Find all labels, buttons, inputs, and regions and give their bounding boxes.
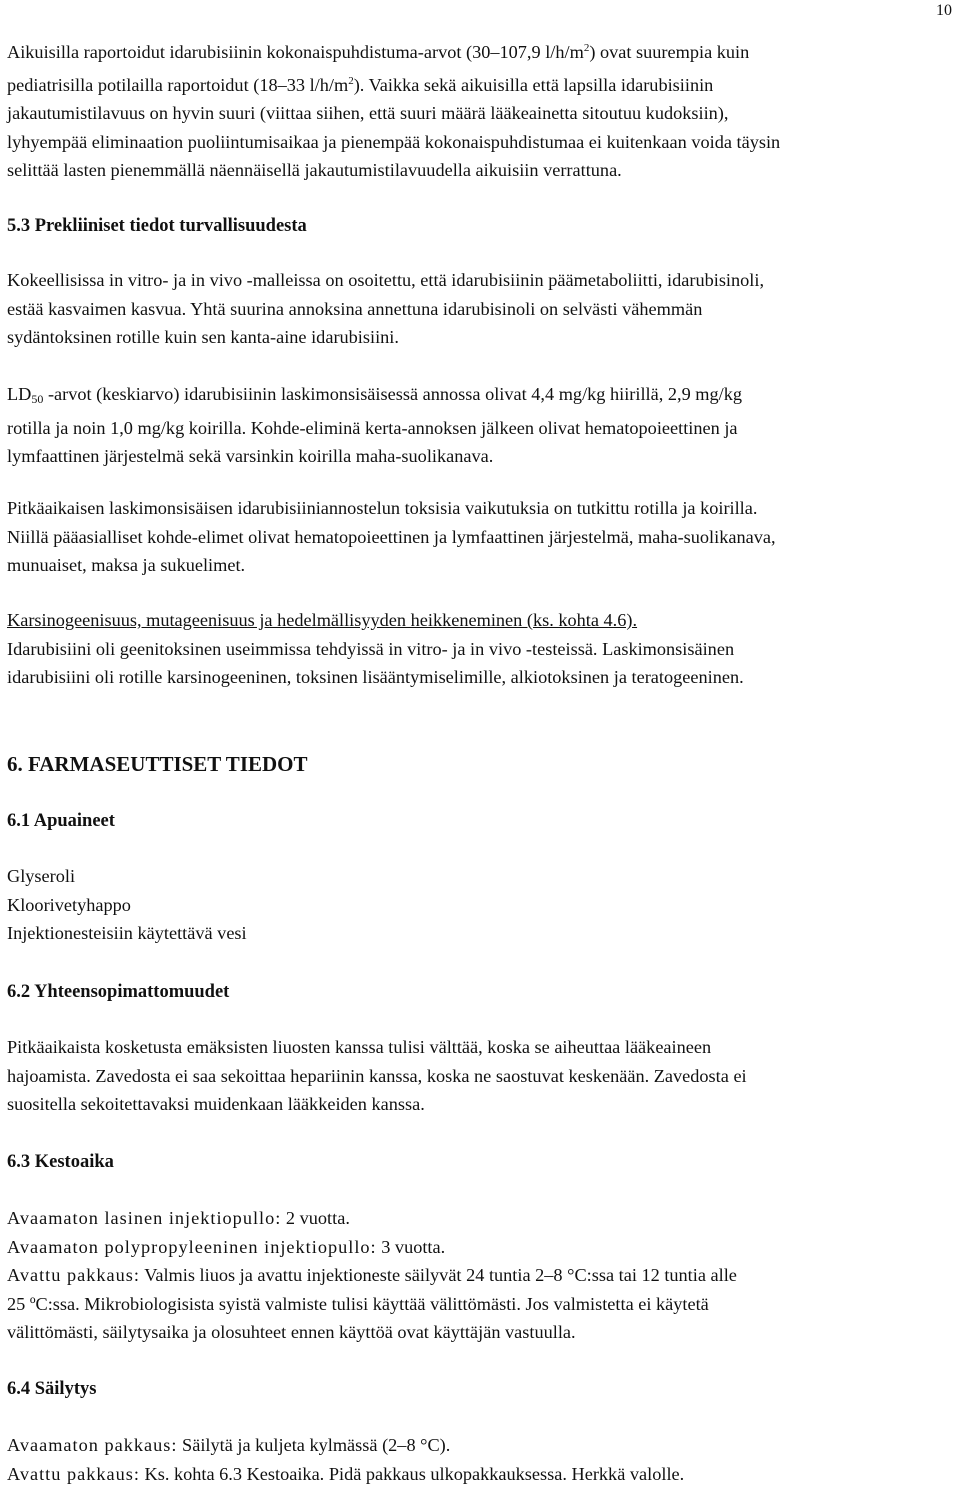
text-line: jakautumistilavuus on hyvin suuri (viittaa siihen, että suuri määrä lääkeainetta sitoutuu kudoksiin),	[7, 103, 729, 124]
text-line: hajoamista. Zavedosta ei saa sekoittaa hepariinin kanssa, koska ne saostuvat keskenään. Zavedosta ei	[7, 1065, 747, 1086]
incompatibilities-paragraph	[7, 1033, 953, 1119]
text-line: $LD_{50}$ -arvot (keskiarvo) idarubisiinin laskimonsisäisessä annossa olivat 4,4 mg/kg hiirillä, 2,9 mg/kg	[7, 384, 743, 406]
list-item: Glyseroli	[7, 866, 76, 886]
text-line: Avaamaton lasinen injektiopullo: 2 vuotta.	[7, 1208, 350, 1228]
text-line: pediatrisilla potilailla raportoidut (18–33 $l/h/m^2$). Vaikka sekä aikuisilla että lapsilla idarubisiinin	[7, 74, 714, 95]
text-line: Avattu pakkaus: Ks. kohta 6.3 Kestoaika. Pidä pakkaus ulkopakkauksessa. Herkkä valolle.	[7, 1463, 685, 1484]
long-term-toxicity-paragraph	[7, 494, 953, 580]
text-line: Kokeellisissa in vitro- ja in vivo -malleissa on osoitettu, että idarubisiinin päämetaboliitti, idarubisinoli,	[7, 270, 765, 290]
text-line: 25 ºC:ssa. Mikrobiologisista syistä valmiste tulisi käyttää välittömästi. Jos valmistetta ei käytetä	[7, 1293, 709, 1314]
text-line: idarubisiini oli rotille karsinogeeninen, toksinen lisääntymiselimille, alkiotoksinen ja teratogeeninen.	[7, 667, 744, 688]
text-line: estää kasvaimen kasvua. Yhtä suurina annoksina annettuna idarubisinoli on selvästi vähemmän	[7, 298, 703, 319]
text-line: lyhyempää eliminaation puoliintumisaikaa ja pienempää kokonaispuhdistumaa ei kuitenkaan voida täysin	[7, 131, 781, 152]
section-6-heading: 6. FARMASEUTTISET TIEDOT	[7, 752, 308, 776]
section-6-2-heading: 6.2 Yhteensopimattomuudet	[7, 982, 230, 1002]
storage-paragraph	[7, 1431, 953, 1488]
text-line: suositella sekoitettavaksi muidenkaan lääkkeiden kanssa.	[7, 1094, 425, 1115]
carcinogenicity-subtitle: Karsinogeenisuus, mutageenisuus ja hedelmällisyyden heikkeneminen (ks. kohta 4.6).	[7, 610, 638, 630]
text-line: Niillä pääasialliset kohde-elimet olivat hematopoieettinen ja lymfaattinen järjestelmä, maha-suolikanava,	[7, 526, 776, 547]
text-line: Pitkäaikaista kosketusta emäksisten liuosten kanssa tulisi välttää, koska se aiheuttaa lääkeaineen	[7, 1037, 712, 1057]
section-6-3-heading: 6.3 Kestoaika	[7, 1152, 114, 1172]
text-line: Avaamaton pakkaus: Säilytä ja kuljeta kylmässä (2–8 °C).	[7, 1435, 451, 1455]
text-line: Avaamaton polypropyleeninen injektiopullo: 3 vuotta.	[7, 1236, 446, 1257]
text-line: välittömästi, säilytysaika ja olosuhteet ennen käyttöä ovat käyttäjän vastuulla.	[7, 1322, 576, 1343]
text-line: Idarubisiini oli geenitoksinen useimmissa tehdyissä in vitro- ja in vivo -testeissä. Laskimonsisäinen	[7, 638, 735, 659]
list-item: Injektionesteisiin käytettävä vesi	[7, 923, 247, 944]
section-6-4-heading: 6.4 Säilytys	[7, 1379, 97, 1399]
text-line: Avattu pakkaus: Valmis liuos ja avattu injektioneste säilyvät 24 tuntia 2–8 °C:ssa tai 12 tuntia alle	[7, 1265, 737, 1286]
pharmacokinetics-paragraph	[7, 34, 953, 185]
text-line: sydäntoksinen rotille kuin sen kanta-aine idarubisiini.	[7, 327, 399, 348]
ld50-paragraph	[7, 380, 953, 471]
text-line: rotilla ja noin 1,0 mg/kg koirilla. Kohde-eliminä kerta-annoksen jälkeen olivat hematopoieettinen ja	[7, 417, 738, 438]
excipients-list	[7, 862, 953, 948]
text-line: lymfaattinen järjestelmä sekä varsinkin koirilla maha-suolikanava.	[7, 446, 494, 467]
text-line: munuaiset, maksa ja sukuelimet.	[7, 555, 246, 576]
shelf-life-paragraph	[7, 1204, 953, 1347]
preclinical-paragraph-1	[7, 266, 953, 352]
carcinogenicity-paragraph	[7, 606, 953, 692]
text-line: Pitkäaikaisen laskimonsisäisen idarubisiiniannostelun toksisia vaikutuksia on tutkittu rotilla ja koirilla.	[7, 498, 758, 518]
text-line: selittää lasten pienemmällä näennäisellä jakautumistilavuudella aikuisiin verrattuna.	[7, 160, 622, 181]
page-number: 10	[936, 2, 952, 19]
section-5-3-heading: 5.3 Prekliiniset tiedot turvallisuudesta	[7, 216, 307, 236]
section-6-1-heading: 6.1 Apuaineet	[7, 811, 115, 831]
text-line: Aikuisilla raportoidut idarubisiinin kokonaispuhdistuma-arvot (30–107,9 $l/h/m^2$) ovat suurempia kuin	[7, 42, 750, 62]
list-item: Kloorivetyhappo	[7, 894, 131, 915]
